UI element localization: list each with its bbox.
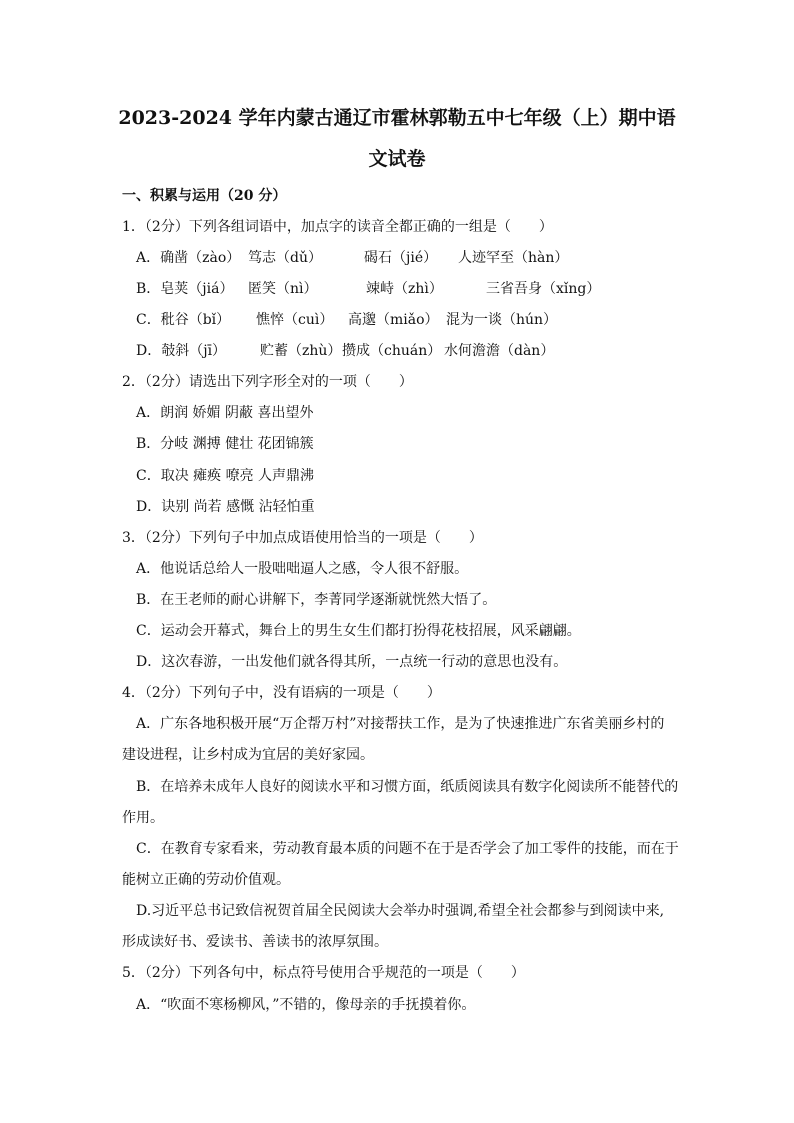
- question-3-stem: 3．（2分）下列句子中加点成语使用恰当的一项是（ ）: [122, 530, 483, 546]
- question-3-option-b: B．在王老师的耐心讲解下，李菁同学逐渐就恍然大悟了。: [136, 592, 497, 608]
- exam-title-line-2: 文试卷: [368, 148, 426, 170]
- option-c-item-1: C．秕谷（bǐ）: [136, 312, 231, 328]
- option-b-item-1: B．皂荚（jiá）: [136, 281, 234, 297]
- question-4-option-a-line-2: 建设进程，让乡村成为宜居的美好家园。: [122, 747, 374, 763]
- option-d-item-3: 攒成（chuán）: [342, 343, 442, 359]
- question-2-stem: 2．（2分）请选出下列字形全对的一项（ ）: [122, 374, 413, 390]
- question-1-option-b: [136, 282, 600, 296]
- question-4-option-b-line-1: B．在培养未成年人良好的阅读水平和习惯方面，纸质阅读具有数字化阅读所不能替代的: [136, 779, 679, 795]
- question-3-option-a: A．他说话总给人一股咄咄逼人之感，令人很不舒服。: [136, 561, 469, 577]
- question-2-option-c: C．取决 瘫痪 嘹亮 人声鼎沸: [136, 468, 315, 484]
- option-d-item-1: D．攲斜（jī）: [136, 343, 227, 359]
- question-4-option-c-line-1: C．在教育专家看来，劳动教育最本质的问题不在于是否学会了加工零件的技能，而在于: [136, 841, 679, 857]
- option-b-item-3: 竦峙（zhì）: [366, 281, 443, 297]
- option-b-item-2: 匿笑（nì）: [248, 281, 318, 297]
- option-a-item-4: 人迹罕至（hàn）: [458, 250, 569, 266]
- question-4-option-b-line-2: 作用。: [122, 810, 164, 826]
- question-4-stem: 4．（2分）下列句子中，没有语病的一项是（ ）: [122, 685, 441, 701]
- question-2-option-d: D．诀别 尚若 感慨 沾轻怕重: [136, 499, 315, 515]
- question-4-option-c-line-2: 能树立正确的劳动价值观。: [122, 872, 290, 888]
- option-c-item-2: 憔悴（cuì）: [256, 312, 334, 328]
- question-4-option-d-line-2: 形成读好书、爱读书、善读书的浓厚氛围。: [122, 934, 388, 950]
- option-a-item-1: A．确凿（zào）: [136, 250, 241, 266]
- question-5-option-a: A．“吹面不寒杨柳风，”不错的，像母亲的手抚摸着你。: [136, 997, 476, 1013]
- question-5-stem: 5．（2分）下列各句中，标点符号使用合乎规范的一项是（ ）: [122, 965, 525, 981]
- question-3-option-d: D．这次春游，一出发他们就各得其所，一点统一行动的意思也没有。: [136, 654, 568, 670]
- question-2-option-b: B．分岐 渊搏 健壮 花团锦簇: [136, 436, 314, 452]
- option-a-item-3: 碣石（jié）: [364, 250, 438, 266]
- option-c-item-4: 混为一谈（hún）: [446, 312, 558, 328]
- question-1-stem: 1．（2分）下列各组词语中，加点字的读音全都正确的一组是（ ）: [122, 219, 553, 235]
- question-4-option-d-line-1: D.习近平总书记致信祝贺首届全民阅读大会举办时强调,希望全社会都参与到阅读中来,: [136, 903, 665, 919]
- option-d-item-2: 贮蓄（zhù）: [260, 343, 342, 359]
- question-1-option-d: [136, 344, 554, 358]
- option-c-item-3: 高邈（miǎo）: [348, 312, 439, 328]
- option-d-item-4: 水何澹澹（dàn）: [444, 343, 555, 359]
- question-2-option-a: A．朗润 娇媚 阴蔽 喜出望外: [136, 405, 314, 421]
- question-1-option-a: [136, 251, 568, 265]
- question-1-option-c: [136, 313, 557, 327]
- exam-title-line-1: 2023-2024 学年内蒙古通辽市霍林郭勒五中七年级（上）期中语: [118, 107, 676, 129]
- option-b-item-4: 三省吾身（xǐng）: [486, 281, 601, 297]
- question-3-option-c: C．运动会开幕式，舞台上的男生女生们都打扮得花枝招展，风采翩翩。: [136, 623, 581, 639]
- option-a-item-2: 笃志（dǔ）: [248, 250, 322, 266]
- question-4-option-a-line-1: A．广东各地积极开展“万企帮万村”对接帮扶工作，是为了快速推进广东省美丽乡村的: [136, 716, 665, 732]
- section-heading: 一、积累与运用（20 分）: [122, 188, 287, 204]
